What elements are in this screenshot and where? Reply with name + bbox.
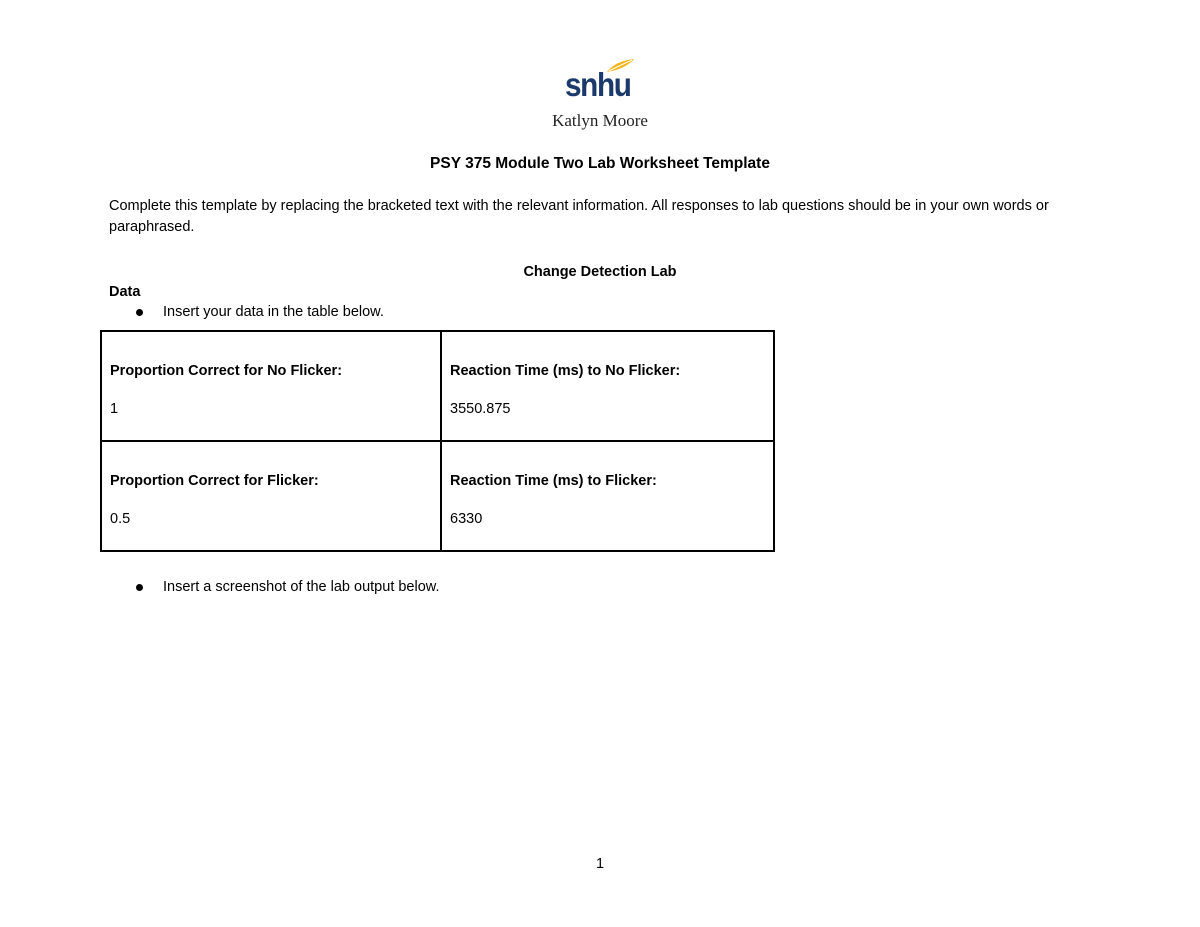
instructions-paragraph: Complete this template by replacing the bracketed text with the relevant information. All responses to lab questions should be in your own words or paraphrased. (109, 198, 1049, 235)
cell-value: 3550.875 (450, 401, 511, 417)
cell-label: Reaction Time (ms) to Flicker: (450, 473, 657, 489)
table-row (101, 441, 774, 551)
bullet-screenshot-prompt (136, 577, 439, 597)
table-cell-proportion-no-flicker (101, 331, 441, 441)
cell-value: 1 (110, 401, 119, 417)
author-name: Katlyn Moore (552, 111, 648, 130)
snhu-logo (565, 58, 635, 104)
table-row (101, 331, 774, 441)
table-cell-rt-no-flicker (441, 331, 774, 441)
data-heading: Data (109, 284, 141, 300)
bullet-dot-icon (136, 584, 143, 591)
bullet-dot-icon (136, 309, 143, 316)
cell-value: 6330 (450, 511, 483, 527)
document-title: PSY 375 Module Two Lab Worksheet Template (430, 155, 770, 172)
table-cell-proportion-flicker (101, 441, 441, 551)
data-table (100, 330, 775, 552)
bullet-text: Insert a screenshot of the lab output below. (163, 579, 440, 595)
bullet-table-prompt (136, 302, 384, 322)
table-cell-rt-flicker (441, 441, 774, 551)
cell-label: Reaction Time (ms) to No Flicker: (450, 363, 681, 379)
section-title: Change Detection Lab (523, 264, 677, 280)
cell-value: 0.5 (110, 511, 131, 527)
logo-text: snhu (565, 66, 631, 103)
page-number: 1 (595, 856, 605, 872)
cell-label: Proportion Correct for No Flicker: (110, 363, 343, 379)
cell-label: Proportion Correct for Flicker: (110, 473, 319, 489)
bullet-text: Insert your data in the table below. (163, 304, 384, 320)
